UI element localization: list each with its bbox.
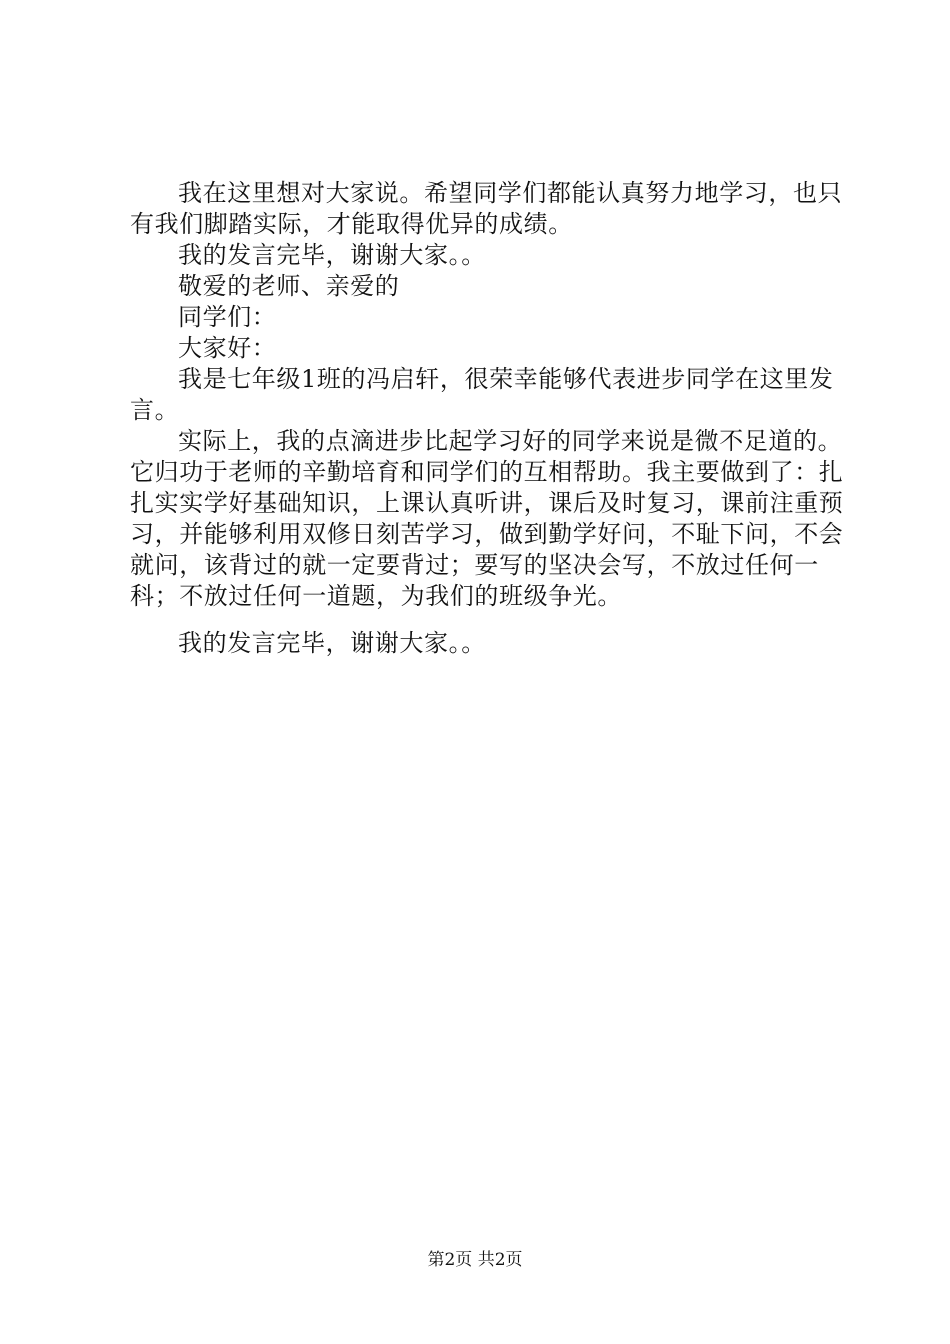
paragraph: 我的发言完毕，谢谢大家。。 [178, 241, 486, 269]
paragraph: 我在这里想对大家说。希望同学们都能认真努力地学习，也只有我们脚踏实际，才能取得优异的成绩。 [130, 179, 843, 238]
document-body [130, 178, 850, 659]
paragraph-spacer [130, 612, 850, 628]
paragraph: 大家好： [178, 334, 277, 362]
paragraph: 我的发言完毕，谢谢大家。。 [178, 629, 486, 657]
paragraph: 我是七年级1班的冯启轩，很荣幸能够代表进步同学在这里发言。 [130, 365, 834, 424]
page-number-footer: 第2页 共2页 [427, 1250, 523, 1270]
paragraph: 实际上，我的点滴进步比起学习好的同学来说是微不足道的。它归功于老师的辛勤培育和同学们的互相帮助。我主要做到了：扎扎实实学好基础知识，上课认真听讲，课后及时复习，课前注重预习，并能够利用双修日刻苦学习，做到勤学好问，不耻下问，不会就问，该背过的就一定要背过；要写的坚决会写，不放过任何一科；不放过任何一道题，为我们的班级争光。 [130, 427, 844, 610]
paragraph: 同学们： [178, 303, 277, 331]
paragraph: 敬爱的老师、亲爱的 [178, 272, 400, 300]
